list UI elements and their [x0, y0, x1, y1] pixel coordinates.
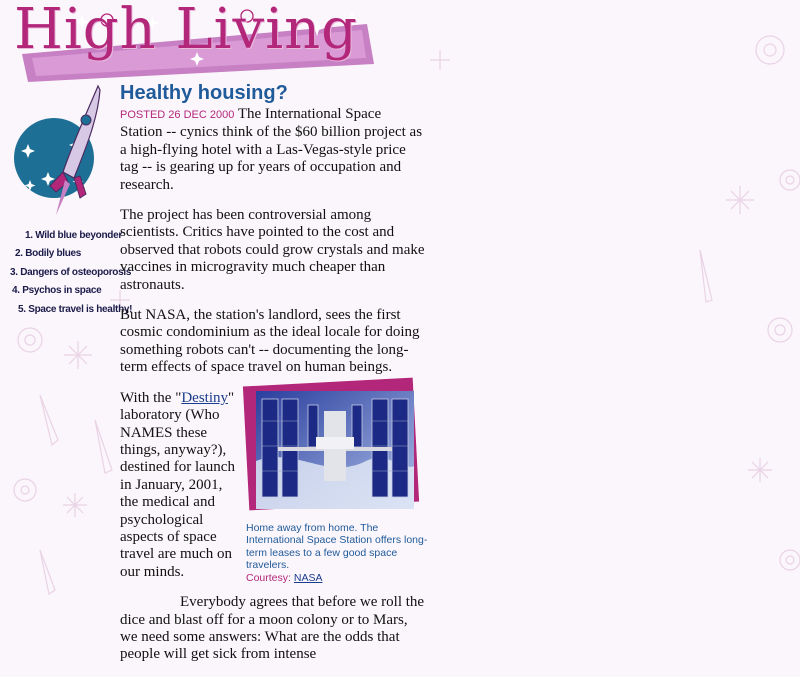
star-decoration [780, 170, 800, 190]
article [120, 80, 428, 677]
masthead-logo[interactable] [0, 0, 380, 90]
photo-credit [246, 572, 429, 584]
rocket-outline-decoration [700, 250, 712, 302]
star-decoration [18, 328, 42, 352]
article-paragraph-3: But NASA, the station's landlord, sees the first cosmic condominium as the ideal locale for doing something robots can't -- documenting the long-term effects of space travel on human beings. [120, 307, 420, 376]
star-decoration [14, 479, 36, 501]
nav-item-dangers-of-osteoporosis[interactable]: 3. Dangers of osteoporosis [10, 267, 132, 278]
rocket-illustration [8, 80, 118, 240]
destiny-link[interactable]: Destiny [181, 389, 229, 406]
rocket-outline-decoration [40, 550, 55, 594]
masthead-title: High Living [14, 0, 359, 62]
nav-item-psychos-in-space[interactable]: 4. Psychos in space [12, 285, 102, 296]
photo-caption: Home away from home. The International Space Station offers long-term leases to a few good space travelers. [246, 521, 428, 572]
nav-item-wild-blue-beyonder[interactable]: 1. Wild blue beyonder [25, 230, 122, 241]
rocket-outline-decoration [95, 420, 112, 473]
article-paragraph-1 [120, 106, 425, 194]
star-decoration [780, 550, 800, 570]
article-headline: Healthy housing? [120, 82, 288, 104]
photo-frame [254, 388, 424, 516]
article-paragraph-5: Everybody agrees that before we roll the dice and blast off for a moon colony or to Mars, we need some answers: What are the odds that people will get sick from intense [120, 594, 425, 663]
star-decoration [768, 318, 792, 342]
star-decoration [726, 186, 754, 214]
nasa-link[interactable]: NASA [293, 571, 323, 584]
posted-date: POSTED 26 DEC 2000 [120, 109, 235, 121]
star-decoration [430, 50, 450, 70]
courtesy-label: Courtesy: [246, 571, 291, 584]
paragraph-4-text-start: With the " [120, 389, 182, 406]
article-paragraph-2: The project has been controversial among scientists. Critics have pointed to the cost and observed that robots could grow crystals and make vaccines in microgravity much cheaper than astronauts. [120, 207, 425, 293]
photo-figure [246, 388, 429, 584]
paragraph-4-text-end: " laboratory (Who NAMES these things, anyway?), destined for launch in January, 2001, the medical and psychological aspects of space travel are much on our minds. [120, 389, 235, 580]
star-decoration [756, 36, 784, 64]
star-decoration [748, 458, 772, 482]
nav-item-bodily-blues[interactable]: 2. Bodily blues [15, 248, 82, 259]
star-decoration [63, 493, 87, 517]
space-station-photo[interactable] [256, 391, 414, 509]
nav-item-space-travel-is-healthy[interactable]: 5. Space travel is healthy! [18, 304, 133, 315]
rocket-outline-decoration [40, 395, 58, 445]
paragraph-1-text: The International Space Station -- cynics think of the $60 billion project as a high-flying hotel with a Las-Vegas-style price tag -- is gearing up for years of occupation and research. [120, 106, 423, 193]
star-decoration [64, 341, 92, 369]
